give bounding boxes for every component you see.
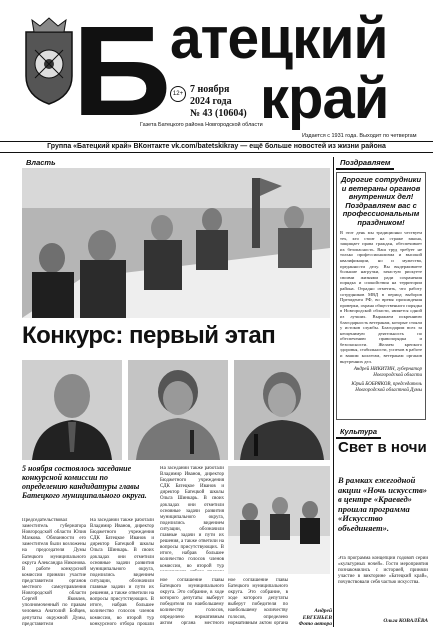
main-article-lead: 5 ноября состоялось заседание конкурсной комиссии по определению кандидатуры главы Батецкого муниципального округа. [22, 464, 147, 500]
main-article-col3: ное соглашение главы Батецкого муниципального округа. Это собрание, в ходе которого депутаты выберут победителя по наибольшему количеству голосов, определено нормативным актом органа местного [160, 578, 224, 626]
meeting-photo [22, 168, 330, 318]
masthead-title-letter: Б [72, 0, 168, 143]
section-label-kultura: Культура [336, 426, 381, 439]
culture-headline: Свет в ночи [338, 439, 427, 456]
age-rating-badge: 12+ [170, 86, 186, 102]
culture-lead: В рамках ежегодной акции «Ночь искусств» в центре «Краевед» прошла программа «Искусство объединяет». [338, 475, 428, 533]
candidate-photo-3 [234, 360, 330, 460]
main-article-col4: ное соглашение главы Батецкого муниципального округа. Это собрание, в ходе которого депутаты выберут победителя по наибольшему количеству голосов, определено нормативным актом органа [228, 578, 288, 626]
main-article-col1b: На заседании также работали Владимир Иванов, директор Бюджетного учреждения СДК Батецкое Иванов и директор Батецкой школы Ольга Шинкарь. В своих докладах они отметили основные задачи развития муниципального округа, поделились видением ситуации, обозначили главные задачи и пути их решения, а также ответили на вопросы присутствующих. В итоге, набрав большее количество голосов членов комиссии, во второй тур конкурсного отбора прошли [90, 518, 154, 626]
culture-body: Эта программа концепции годовой серии «культурных ночей». Гости мероприятия познакомились с историей, приняли участие в викторине «Батецкий край», почувствовали себя частью искусства. [338, 556, 428, 586]
issue-info [190, 84, 247, 120]
greeting-box [336, 172, 426, 420]
greeting-sign-2: Юрий БОБРЯКОВ, председатель Новгородской областной Думы [351, 382, 422, 394]
column-divider [333, 157, 334, 627]
greeting-title: Дорогие сотрудники и ветераны органов внутренних дел! Поздравляем вас с профессиональным праздником! [340, 175, 422, 227]
photo-credit-name: Андрей ЕВГЕНЬЕВ [302, 608, 332, 621]
main-article-col2: На заседании также работали Владимир Иванов, директор Бюджетного учреждения СДК Батецкое Иванов и директор Батецкой школы Ольга Шинкарь. В своих докладах они отметили основные задачи развития муниципального округа, поделились видением ситуации, обозначили главные задачи и пути их решения, а также ответили на вопросы присутствующих. В итоге, набрав большее количество голосов членов комиссии, во второй тур [160, 466, 224, 569]
culture-credit: Ольга КОВАЛЁВА [383, 618, 428, 624]
main-article-col1: Председательствовал заместитель губернатора Новгородской области Юлия Мазкова. Обязанности его заместителя были возложены на председателя Думы Батецкого муниципального округа Александра Никонова. В работе конкурсной комиссии приняли участие представители органов местного самоуправления Новгородской области Сергей Яковлев, уполномоченный по правам человека Анатолий Бойцев, депутаты окружной Думы, представители [22, 518, 86, 626]
section-label-vlast: Власть [22, 157, 60, 170]
masthead-founded: Издается с 1931 года. Выходит по четвергам [302, 133, 417, 139]
candidate-photo-2 [128, 360, 228, 460]
candidate-photo-1 [22, 360, 122, 460]
council-photo [228, 466, 330, 574]
group-banner: Группа «Батецкий край» ВКонтакте vk.com/batetskikray — ещё больше новостей из жизни района [0, 141, 433, 153]
photo-credit [290, 608, 332, 628]
main-headline: Конкурс: первый этап [22, 322, 276, 349]
greeting-body: В этот день мы традиционно чествуем тех, кто стоит на страже закона, защищает права граждан, обеспечивает их безопасность. Ваш труд требует не только профессионализма и высокой квалификации, но и мужества, преданности делу. Вы выдерживаете большие нагрузки, зачастую рискуете своими жизнями ради сохранения порядка и спокойствия на территории района. Отрадно отметить, что работу сотрудников МВД в период выборов Президента РФ, во время прохождения проверки, охрана общественного порядка в Новгородской области, является одной из лучших. Выражаем искреннюю благодарность ветеранам, которые стояли у истоков службы. Благодарим всех за неоценимую деятельность по обеспечению правопорядка и безопасности. Желаем крепкого здоровья, стабильности, успехов в работе и вашим коллегам, ветеранам органов внутренних дел. [340, 230, 422, 364]
photo-credit-role: Фото автора [298, 621, 332, 627]
issue-year: 2024 года [190, 96, 232, 107]
masthead-title-word2: край [260, 66, 389, 131]
section-label-pozdravlyaem: Поздравляем [336, 157, 394, 170]
coat-of-arms-icon [20, 14, 78, 106]
masthead-subtitle: Газета Батецкого района Новгородской области [140, 122, 263, 128]
masthead [0, 0, 433, 155]
issue-number: № 43 (10604) [190, 108, 247, 119]
greeting-sign-1: Андрей НИКИТИН, губернатор Новгородской области [353, 367, 422, 379]
issue-date: 7 ноября [190, 84, 230, 95]
masthead-title-word1: атецкий [170, 6, 388, 71]
